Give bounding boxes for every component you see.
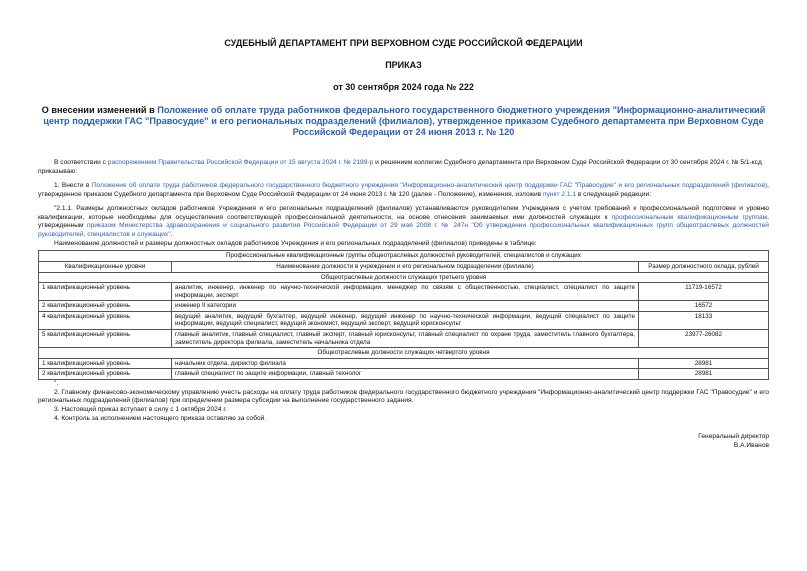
table-row bbox=[39, 301, 769, 312]
positions-cell: инженер II категории bbox=[172, 301, 639, 312]
table-row bbox=[39, 283, 769, 301]
header-levels: Квалификационные уровни bbox=[39, 261, 172, 272]
signatory-position: Генеральный директор bbox=[698, 432, 769, 440]
table-intro: Наименование должностей и размеры должностных окладов работников Учреждения и его региональных подразделений (филиалов) приведены в таблице: bbox=[54, 239, 537, 247]
signatory-name: В.А.Иванов bbox=[733, 441, 769, 449]
salary-cell: 16572 bbox=[639, 301, 769, 312]
qualification-groups-link[interactable]: профессиональным квалификационным группам bbox=[611, 213, 768, 221]
clause-2-1-1-link[interactable]: пункт 2.1.1 bbox=[543, 191, 576, 199]
table-caption-row bbox=[39, 251, 769, 262]
positions-cell: начальник отдела, директор филиала bbox=[172, 358, 639, 369]
header-salary: Размер должностного оклада, рублей bbox=[639, 261, 769, 272]
salary-table bbox=[38, 250, 769, 380]
ministry-order-link[interactable]: приказом Министерства здравоохранения и социального развития Российской Федерации от 29 мая 2008 г. № 247н "Об утверждении профессиональных квалификационных групп общеотраслевых должностей руководителей, специалистов и служащих" bbox=[38, 222, 769, 238]
level-cell: 1 квалификационный уровень bbox=[39, 283, 172, 301]
salary-cell: 18133 bbox=[639, 311, 769, 329]
group-row bbox=[39, 272, 769, 283]
header-positions: Наименование должности в учреждении и его региональном подразделении (филиале) bbox=[172, 261, 639, 272]
salary-cell: 11719-16572 bbox=[639, 283, 769, 301]
table-caption: Профессиональные квалификационные группы общеотраслевых должностей руководителей, специалистов и служащих bbox=[39, 251, 769, 262]
positions-cell: ведущий аналитик, ведущий бухгалтер, ведущий инженер, ведущий инженер по научно-технической информации, ведущий специалист по защите информации, ведущий специалист, ведущий экономист, ведущий эксперт, ведущий юрисконсульт bbox=[172, 311, 639, 329]
intro-paragraph bbox=[38, 159, 769, 168]
orders-word: приказываю: bbox=[38, 167, 78, 175]
item-1-text-3: в следующей редакции: bbox=[576, 191, 652, 199]
clause-text-2: , утвержденным bbox=[38, 213, 769, 230]
level-cell: 4 квалификационный уровень bbox=[39, 311, 172, 329]
salary-cell: 23977-26082 bbox=[639, 330, 769, 348]
item-1-text-2: , утвержденное приказом Судебного департамента при Верховном Суде Российской Федерации от 24 июня 2013 г. № 120 (далее - Положение), изменения, изложив bbox=[38, 182, 769, 199]
title-link[interactable]: Положение об оплате труда работников федерального государственного бюджетного учреждения "Информационно-аналитический центр поддержки ГАС "Правосудие" и его региональных подразделений (филиалов), утвержденное приказом Судебного департамента при Верховном Суде Российской Федерации от 24 июня 2013 г. № 120 bbox=[43, 105, 766, 137]
level-cell: 1 квалификационный уровень bbox=[39, 358, 172, 369]
clause-text-1: "2.1.1. Размеры должностных окладов работников Учреждения и его региональных подразделений (филиалов) устанавливаются руководителем Учреждения с учетом требований к профессиональной подготовке и уровню квалификации, которые необходимы для осуществления соответствующей профессиональной деятельности, на основе отнесения занимаемых ими должностей служащих к bbox=[38, 204, 769, 221]
title-prefix: О внесении изменений в bbox=[41, 105, 158, 115]
table-row bbox=[39, 369, 769, 380]
salary-cell: 28981 bbox=[639, 358, 769, 369]
government-order-link[interactable]: распоряжением Правительства Российской Федерации от 15 августа 2024 г. № 2189-р bbox=[107, 159, 374, 166]
document-date-number: от 30 сентября 2024 года № 222 bbox=[333, 82, 474, 92]
table-row bbox=[39, 330, 769, 348]
regulation-link[interactable]: Положение об оплате труда работников федерального государственного бюджетного учреждения "Информационно-аналитический центр поддержки ГАС "Правосудие" и его региональных подразделений (филиалов) bbox=[91, 182, 768, 190]
table-row bbox=[39, 358, 769, 369]
positions-cell: главный аналитик, главный специалист, главный эксперт, главный юрисконсульт, главный специалист по охране труда, заместитель главного бухгалтера, заместитель директора филиала, заместитель начальника отдела bbox=[172, 330, 639, 348]
organization-name: СУДЕБНЫЙ ДЕПАРТАМЕНТ ПРИ ВЕРХОВНОМ СУДЕ РОССИЙСКОЙ ФЕДЕРАЦИИ bbox=[224, 38, 583, 48]
positions-cell: аналитик, инженер, инженер по научно-технической информации, менеджер по связям с общественностью, специалист, специалист по защите информации, эксперт bbox=[172, 283, 639, 301]
level-cell: 2 квалификационный уровень bbox=[39, 369, 172, 380]
table-row bbox=[39, 311, 769, 329]
table-header-row bbox=[39, 261, 769, 272]
intro-text-2: и решением коллегии Судебного департамента при Верховном Суде Российской Федерации от 30 сентября 2024 г. № 5/1-ксд bbox=[373, 159, 762, 166]
intro-text-1: В соответствии с bbox=[54, 159, 108, 166]
item-1-text-1: 1. Внести в bbox=[54, 182, 92, 190]
item-1-paragraph bbox=[38, 182, 769, 199]
positions-cell: главный специалист по защите информации, главный технолог bbox=[172, 369, 639, 380]
document-title bbox=[38, 105, 769, 138]
level-cell: 2 квалификационный уровень bbox=[39, 301, 172, 312]
salary-cell: 28981 bbox=[639, 369, 769, 380]
document-type: ПРИКАЗ bbox=[385, 60, 422, 70]
group-fourth-level: Общеотраслевые должности служащих четвертого уровня bbox=[39, 348, 769, 359]
level-cell: 5 квалификационный уровень bbox=[39, 330, 172, 348]
group-row bbox=[39, 348, 769, 359]
closing-quote: ". bbox=[54, 380, 59, 388]
group-third-level: Общеотраслевые должности служащих третьего уровня bbox=[39, 272, 769, 283]
item-4-paragraph: 4. Контроль за исполнением настоящего приказа оставляю за собой. bbox=[54, 414, 267, 422]
item-2-paragraph: 2. Главному финансово-экономическому управлению учесть расходы на оплату труда работников федерального государственного бюджетного учреждения "Информационно-аналитический центр поддержки ГАС "Правосудие" и его региональных подразделений (филиалов) при определении размера субсидии на выполнение государственного задания. bbox=[38, 388, 769, 405]
clause-text-3: . bbox=[170, 230, 173, 238]
signature-block bbox=[38, 432, 769, 450]
item-3-paragraph: 3. Настоящий приказ вступает в силу с 1 октября 2024 г. bbox=[54, 406, 227, 414]
clause-2-1-1-paragraph bbox=[38, 205, 769, 240]
